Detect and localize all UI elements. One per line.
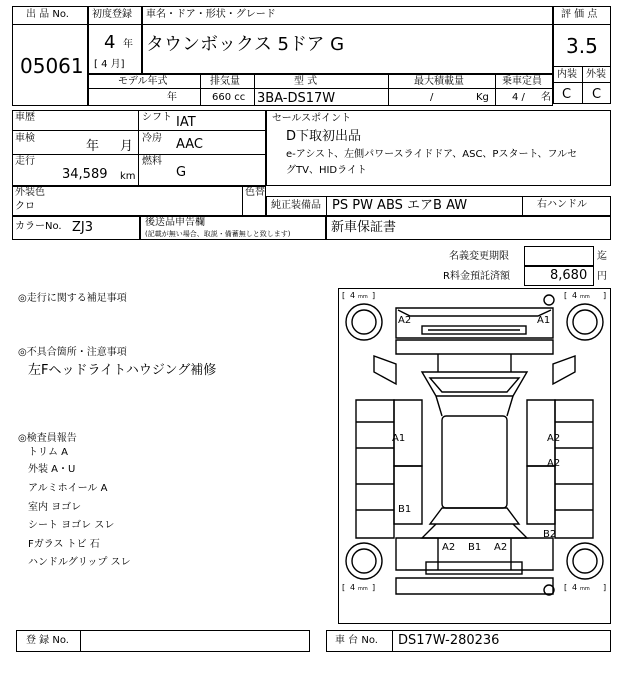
car-name: タウンボックス 5ドア G [146,34,345,55]
inspector-item: シート ヨゴレ スレ [28,520,115,531]
mark-b2-right: B2 [543,529,557,540]
rear-window [430,508,519,524]
max-load-label: 最大積載量 [414,76,464,87]
svg-text:mm: mm [358,586,368,592]
fuel-label: 燃料 [142,156,162,167]
declaration-label: 後送品申告欄 [145,217,205,228]
name-change-unit: 迄 [597,251,607,262]
right-side [555,400,593,538]
mileage-value: 34,589 [62,167,108,182]
score-label: 評 価 点 [561,9,598,20]
shift-label: シフト [142,112,172,123]
mark-a2-rear-1: A2 [442,542,456,553]
driving-notes-label: ◎走行に関する補足事項 [18,293,127,304]
svg-text:mm: mm [358,294,368,300]
mark-a2-right-2: A2 [547,458,561,469]
mark-a1-left: A1 [392,433,406,444]
displacement-label: 排気量 [210,76,240,87]
displacement: 660 cc [212,92,246,103]
capacity-label: 乗車定員 [502,76,542,87]
first-registration-year-unit: 年 [123,39,133,50]
left-side [356,400,394,538]
first-registration-year: 4 [104,32,116,53]
ac-value: AAC [176,137,203,152]
inspector-item: Fガラス トビ 石 [28,539,100,550]
front-right-fender [553,356,575,384]
sales-point-label: セールスポイント [272,113,352,124]
steering-value: 右ハンドル [537,199,587,210]
inspector-item: 外装 A・U [28,464,76,475]
max-load: / [430,92,434,103]
fuel-value: G [176,165,187,180]
equipment-label: 純正装備品 [271,200,321,211]
sales-point-line-3: グTV、HIDライト [286,165,367,176]
rear-bumper [396,578,553,594]
registration-no-label: 登 録 No. [26,635,69,646]
color-no-value: ZJ3 [72,220,94,235]
mark-b1-rear: B1 [468,542,482,553]
inspector-item: ハンドルグリップ スレ [28,557,131,568]
car-diagram-drawing [338,288,611,624]
svg-text:[: [ [564,583,568,592]
svg-text:]: ] [372,291,376,300]
chassis-no-label: 車 台 No. [335,635,378,646]
model-label: 型 式 [294,76,318,87]
defect-notes-label: ◎不具合箇所・注意事項 [18,347,127,358]
ac-label: 冷房 [142,133,162,144]
lot-number-label: 出 品 No. [26,9,69,20]
recycle-unit: 円 [597,271,607,282]
ext-color-value: クロ [15,201,35,212]
mark-a2-rear-2: A2 [494,542,508,553]
warranty-value: 新車保証書 [331,220,397,235]
first-registration-label: 初度登録 [92,9,132,20]
chassis-no: DS17W-280236 [398,633,500,648]
exterior-grade-label: 外装 [586,69,606,80]
model-year-unit: 年 [167,92,177,103]
interior-grade-label: 内装 [557,69,577,80]
inspector-report-label: ◎検査員報告 [18,433,77,444]
spare-tire [544,295,554,305]
history-label: 車歴 [15,112,35,123]
equipment-value: PS PW ABS エアB AW [332,198,468,213]
svg-text:[: [ [342,291,346,300]
inspector-item: アルミホイール A [28,483,108,494]
model-year-label: モデル年式 [118,76,168,87]
ext-color-label: 外装色 [15,187,45,198]
name-change-box [524,246,594,266]
defect-notes-text: 左Fヘッドライトハウジング補修 [28,363,217,378]
recycle-label: R料金預託済額 [443,271,510,282]
exterior-grade: C [592,87,602,102]
tire-depth-rr: 4 [572,583,578,592]
details-left [12,110,266,186]
model-code: 3BA-DS17W [257,91,336,106]
front-left-fender [374,356,396,384]
shift-value: IAT [176,115,196,130]
mark-a2-right-1: A2 [547,433,561,444]
inspection-month-unit: 月 [120,139,134,154]
ext-color-cell [12,186,266,216]
mark-a1-front: A1 [537,315,551,326]
svg-text:mm: mm [580,294,590,300]
roof [442,416,507,508]
svg-text:[: [ [342,583,346,592]
capacity-unit: 名 [541,92,551,103]
svg-text:[: [ [564,291,568,300]
sales-point-line-1: D下取初出品 [286,129,362,144]
max-load-unit: Kg [476,92,489,103]
color-no-label: カラーNo. [15,221,62,232]
right-rear-door [527,466,555,524]
inspection-label: 車検 [15,133,35,144]
declaration-note: (記載が無い場合、取説・備蓄無しと致します) [145,230,291,238]
score-value: 3.5 [566,34,598,58]
svg-text:]: ] [603,583,607,592]
mark-a2-front: A2 [398,315,412,326]
svg-text:mm: mm [580,586,590,592]
first-registration-month: [ 4 月] [94,59,125,70]
capacity: 4 / [512,92,525,103]
tire-depth-rl: 4 [350,583,356,592]
name-change-label: 名義変更期限 [449,251,509,262]
left-rear-door [394,466,422,524]
mileage-label: 走行 [15,156,35,167]
sales-point-line-2: e-アシスト、左側パワースライドドア、ASC、Pスタート、フルセ [286,149,578,160]
svg-text:]: ] [603,291,607,300]
hood [396,340,553,354]
mark-b1-left: B1 [398,504,412,515]
rear-plate [426,562,522,574]
tire-depth-fr: 4 [572,291,578,300]
car-name-label: 車名・ドア・形状・グレード [146,9,276,20]
inspector-item: 室内 ヨゴレ [28,502,82,513]
interior-grade: C [562,87,572,102]
recolor-label: 色替 [245,187,265,198]
inspection-year-unit: 年 [86,139,100,154]
tire-depth-fl: 4 [350,291,356,300]
lot-number: 05061 [20,54,84,78]
inspector-item: トリム A [28,447,69,458]
svg-text:]: ] [372,583,376,592]
recycle-amount: 8,680 [550,268,588,283]
mileage-unit: km [120,171,136,182]
